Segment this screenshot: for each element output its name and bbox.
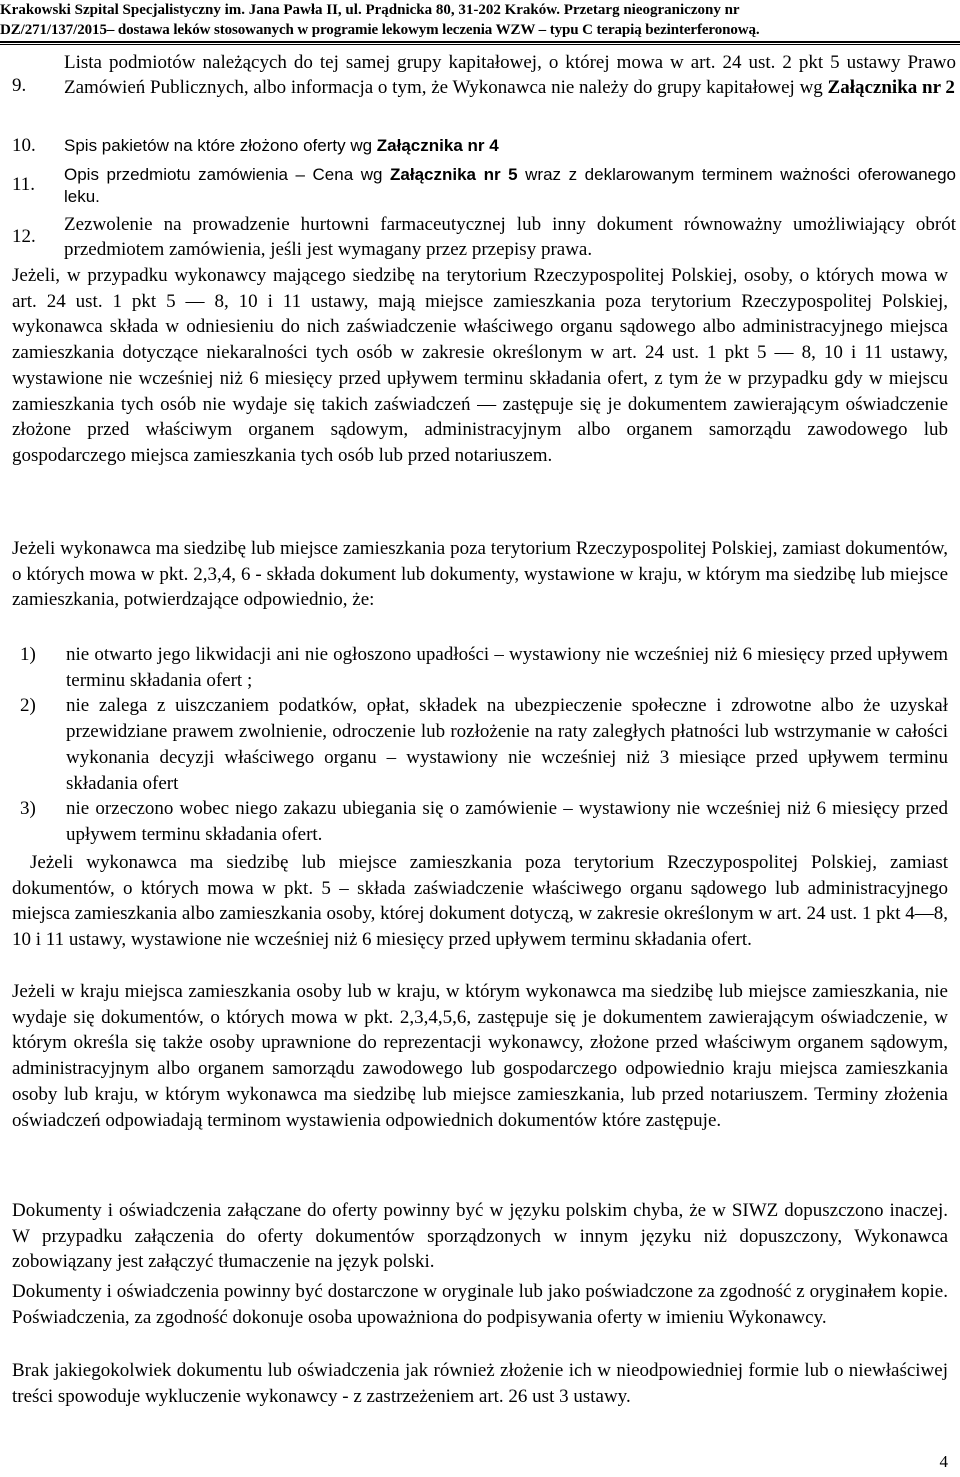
paragraph: Dokumenty i oświadczenia powinny być dostarczone w oryginale lub jako poświadczone za zgodność z oryginałem kopie. Poświadczenia, za zgodność dokonuje osoba upoważniona do podpisywania oferty w imieniu Wykonawcy. <box>12 1281 948 1328</box>
list-item <box>12 130 956 160</box>
list-item <box>12 48 956 130</box>
list-item <box>20 796 948 847</box>
item-text: Opis przedmiotu zamówienia – Cena wg Załącznika nr 5 wraz z deklarowanym terminem ważności oferowanego leku. <box>64 165 957 206</box>
header-line-2: DZ/271/137/2015– dostawa leków stosowanych w programie lekowym leczenia WZW – typu C terapią bezinterferonową. <box>0 22 760 38</box>
item-number: 11. <box>12 174 36 195</box>
list-item-text: nie orzeczono wobec niego zakazu ubiegania się o zamówienie – wystawiony nie wcześniej niż 6 miesięcy przed upływem terminu składania ofert. <box>66 798 948 845</box>
paragraph: Jeżeli w kraju miejsca zamieszkania osoby lub w kraju, w którym wykonawca ma siedzibę lub miejsce zamieszkania, nie wydaje się dokumentów, o których mowa w pkt. 2,3,4,5,6, zastępuje się je dokumentem zawierającym oświadczenie, w którym określa się także osoby uprawnione do reprezentacji wykonawcy, złożone przed właściwym organem sądowym, administracyjnym albo organem samorządu zawodowego lub gospodarczego odpowiednio kraju miejsca zamieszkania osoby lub kraju, w którym wykonawca ma siedzibę lub miejsce zamieszkania, lub przed notariuszem. Terminy złożenia oświadczeń odpowiadają terminom wystawienia odpowiednich dokumentów które zastępuje. <box>12 981 948 1131</box>
list-item-text: nie zalega z uiszczaniem podatków, opłat, składek na ubezpieczenie społeczne i zdrowotne albo że uzyskał przewidziane prawem zwolnienie, odroczenie lub rozłożenie na raty zaległych płatności lub wstrzymanie w całości wykonania decyzji właściwego organu – wystawiony nie wcześniej niż 3 miesiące przed upływem terminu składania ofert <box>66 695 948 794</box>
list-item-number: 3) <box>20 798 36 820</box>
list-item <box>12 160 956 210</box>
item-number: 9. <box>12 75 27 96</box>
list-item-number: 2) <box>20 695 36 717</box>
list-item <box>12 210 956 262</box>
item-number: 12. <box>12 226 36 247</box>
paragraph: Jeżeli wykonawca ma siedzibę lub miejsce zamieszkania poza terytorium Rzeczypospolitej Polskiej, zamiast dokumentów, o których mowa w pkt. 2,3,4, 6 - składa dokument lub dokumenty, wystawione w kraju, w którym ma siedzibę lub miejsce zamieszkania, potwierdzające odpowiednio, że: <box>12 538 948 611</box>
paragraph: Jeżeli, w przypadku wykonawcy mającego siedzibę na terytorium Rzeczypospolitej Polskiej, osoby, o których mowa w art. 24 ust. 1 pkt 5 — 8, 10 i 11 ustawy, mają miejsce zamieszkania poza terytorium Rzeczypospolitej Polskiej, wykonawca składa w odniesieniu do nich zaświadczenie właściwego organu sądowego albo administracyjnego miejsca zamieszkania dotyczące niekaralności tych osób w zakresie określonym w art. 24 ust. 1 pkt 5 — 8, 10 i 11 ustawy, wystawione nie wcześniej niż 6 miesięcy przed upływem terminu składania ofert, z tym że w przypadku gdy w miejscu zamieszkania tych osób nie wydaje się takich zaświadczeń — zastępuje się je dokumentem zawierającym oświadczenie złożone przed właściwym organem sądowym, administracyjnym albo organem samorządu zawodowego lub gospodarczego miejsca zamieszkania tych osób lub przed notariuszem. <box>12 265 948 466</box>
requirements-list <box>20 642 948 848</box>
header-rule <box>0 41 960 43</box>
paragraph: Jeżeli wykonawca ma siedzibę lub miejsce zamieszkania poza terytorium Rzeczypospolitej Polskiej, zamiast dokumentów, o których mowa w pkt. 5 – składa zaświadczenie właściwego organu sądowego lub administracyjnego miejsca zamieszkania albo zamieszkania osoby, której dokument dotyczą, w zakresie określonym w art. 24 ust. 1 pkt 4—8, 10 i 11 ustawy, wystawione nie wcześniej niż 6 miesięcy przed upływem terminu składania ofert. <box>12 852 948 951</box>
item-text: Lista podmiotów należących do tej samej grupy kapitałowej, o której mowa w art. 24 ust. 2 pkt 5 ustawy Prawo Zamówień Publicznych, albo informacja o tym, że Wykonawca nie należy do grupy kapitałowej wg Załącznika nr 2 <box>64 52 956 98</box>
item-text: Spis pakietów na które złożono oferty wg Załącznika nr 4 <box>64 136 499 155</box>
paragraph: Dokumenty i oświadczenia załączane do oferty powinny być w języku polskim chyba, że w SIWZ dopuszczono inaczej. W przypadku załączenia do oferty dokumentów sporządzonych w innym języku niż dopuszczony, Wykonawca zobowiązany jest załączyć tłumaczenie na język polski. <box>12 1200 948 1273</box>
list-item <box>20 642 948 693</box>
item-text: Zezwolenie na prowadzenie hurtowni farmaceutycznej lub inny dokument równoważny umożliwiający obrót przedmiotem zamówienia, jeśli jest wymagany przez przepisy prawa. <box>64 214 956 260</box>
list-item-number: 1) <box>20 644 36 665</box>
list-item <box>20 693 948 796</box>
paragraph: Brak jakiegokolwiek dokumentu lub oświadczenia jak również złożenie ich w nieodpowiedniej formie lub o niewłaściwej treści spowoduje wykluczenie wykonawcy - z zastrzeżeniem art. 26 ust 3 ustawy. <box>12 1360 948 1407</box>
list-item-text: nie otwarto jego likwidacji ani nie ogłoszono upadłości – wystawiony nie wcześniej niż 6 miesięcy przed upływem terminu składania ofert ; <box>66 644 948 691</box>
header-line-1: Krakowski Szpital Specjalistyczny im. Jana Pawła II, ul. Prądnicka 80, 31-202 Kraków. Przetarg nieograniczony nr <box>0 2 740 18</box>
item-number: 10. <box>12 135 36 156</box>
header-rule-thin <box>0 44 960 45</box>
document-items-list <box>12 48 956 262</box>
page-number: 4 <box>939 1452 948 1471</box>
